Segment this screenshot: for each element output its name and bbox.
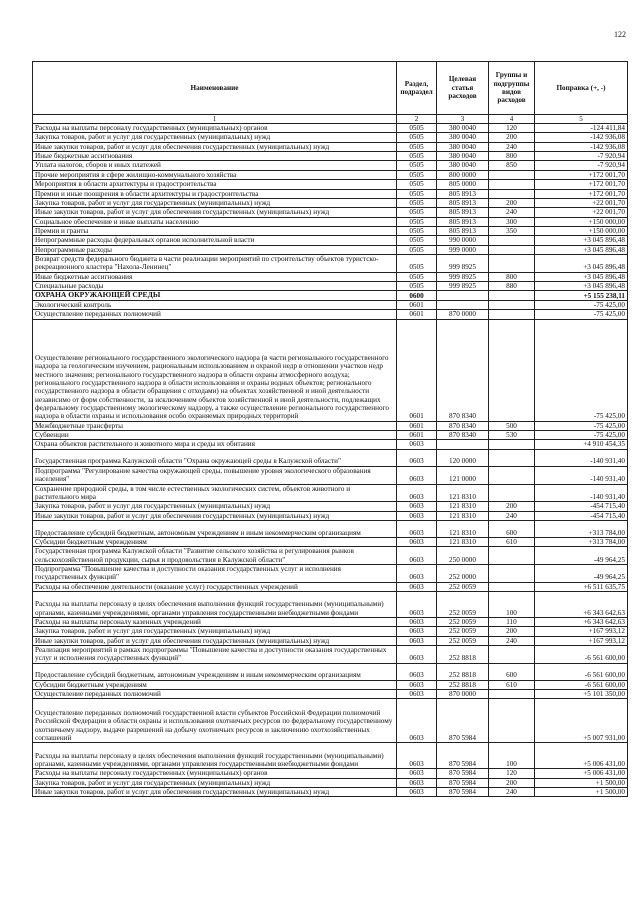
row-amount-cell: -140 931,40 [535, 484, 628, 502]
row-target-cell: 805 0000 [437, 180, 489, 189]
row-target-cell: 870 5984 [437, 699, 489, 743]
row-name-cell: Иные бюджетные ассигнования [33, 272, 397, 281]
table-row [33, 591, 628, 617]
row-group-cell: 120 [489, 769, 535, 778]
table-row [33, 778, 628, 787]
row-group-cell [489, 291, 535, 301]
row-name-cell: Расходы на обеспечение деятельности (оказание услуг) государственных учреждений [33, 582, 397, 591]
table-row [33, 511, 628, 520]
table-row [33, 152, 628, 161]
row-amount-cell: +22 001,70 [535, 208, 628, 217]
row-section-cell: 0603 [397, 547, 437, 565]
row-section-cell: 0505 [397, 272, 437, 281]
row-group-cell: 240 [489, 142, 535, 151]
row-target-cell: 252 0059 [437, 591, 489, 617]
row-target-cell: 380 0040 [437, 142, 489, 151]
row-name-cell: Расходы на выплаты персоналу в целях обеспечения выполнения функций государственными (муниципальными) органами, казенными учреждениями, органами управления государственными внебюджетными фондами [33, 743, 397, 769]
table-row [33, 133, 628, 142]
row-target-cell: 252 0000 [437, 564, 489, 582]
table-row [33, 627, 628, 636]
row-section-cell: 0603 [397, 466, 437, 484]
row-name-cell: Охрана объектов растительного и животного мира и среды их обитания [33, 440, 397, 449]
row-section-cell: 0601 [397, 310, 437, 319]
table-row [33, 217, 628, 226]
row-amount-cell: +3 045 896,48 [535, 236, 628, 245]
row-name-cell: ОХРАНА ОКРУЖАЮЩЕЙ СРЕДЫ [33, 291, 397, 301]
row-group-cell: 350 [489, 226, 535, 235]
row-target-cell: 999 8925 [437, 272, 489, 281]
row-group-cell: 800 [489, 152, 535, 161]
row-amount-cell: -7 920,94 [535, 161, 628, 170]
row-name-cell: Осуществление переданных полномочий государственной власти субъектов Российской Федерации полномочий Российской Федерации в области охраны и использования охотничьих ресурсов по федеральному государственному охотничьему надзору, выдаче разрешений на добычу охотничьих ресурсов и заключению охотхозяйственных соглашений [33, 699, 397, 743]
row-group-cell: 200 [489, 778, 535, 787]
row-target-cell: 870 8340 [437, 319, 489, 421]
row-target-cell: 990 0000 [437, 236, 489, 245]
row-amount-cell: -140 931,40 [535, 466, 628, 484]
table-row [33, 198, 628, 207]
row-amount-cell: -124 411,84 [535, 124, 628, 133]
row-target-cell: 805 8913 [437, 198, 489, 207]
row-target-cell: 800 0000 [437, 170, 489, 179]
table-row [33, 484, 628, 502]
table-row [33, 208, 628, 217]
row-section-cell: 0603 [397, 636, 437, 645]
row-amount-cell: +1 500,00 [535, 788, 628, 797]
column-numbers-row [33, 115, 628, 124]
row-group-cell [489, 449, 535, 466]
row-section-cell: 0601 [397, 421, 437, 430]
row-name-cell: Закупка товаров, работ и услуг для государственных (муниципальных) нужд [33, 778, 397, 787]
row-target-cell: 250 0000 [437, 547, 489, 565]
row-amount-cell: -75 425,00 [535, 319, 628, 421]
row-name-cell: Иные бюджетные ассигнования [33, 152, 397, 161]
row-amount-cell: +150 000,00 [535, 226, 628, 235]
row-section-cell: 0505 [397, 189, 437, 198]
header-section: Раздел, подраздел [397, 62, 437, 115]
row-target-cell [437, 440, 489, 449]
row-section-cell: 0505 [397, 208, 437, 217]
table-row [33, 272, 628, 281]
row-group-cell [489, 547, 535, 565]
row-target-cell: 870 5984 [437, 743, 489, 769]
row-target-cell: 870 8340 [437, 431, 489, 440]
row-section-cell: 0505 [397, 254, 437, 272]
row-amount-cell: +5 155 238,11 [535, 291, 628, 301]
header-amendment: Поправка (+, -) [535, 62, 628, 115]
row-target-cell [437, 301, 489, 310]
row-target-cell: 870 0000 [437, 690, 489, 699]
row-amount-cell: -454 715,40 [535, 502, 628, 511]
row-section-cell: 0603 [397, 564, 437, 582]
row-section-cell: 0603 [397, 769, 437, 778]
row-amount-cell: -49 964,25 [535, 564, 628, 582]
budget-table [32, 61, 628, 797]
header-row [33, 62, 628, 115]
row-amount-cell: +4 910 454,35 [535, 440, 628, 449]
row-group-cell: 240 [489, 788, 535, 797]
row-section-cell: 0505 [397, 217, 437, 226]
row-section-cell: 0505 [397, 226, 437, 235]
table-row [33, 537, 628, 546]
row-section-cell: 0603 [397, 502, 437, 511]
row-group-cell: 240 [489, 636, 535, 645]
row-section-cell: 0603 [397, 582, 437, 591]
row-target-cell: 805 8913 [437, 217, 489, 226]
row-name-cell: Социальное обеспечение и иные выплаты населению [33, 217, 397, 226]
row-target-cell: 999 8925 [437, 254, 489, 272]
row-section-cell: 0603 [397, 537, 437, 546]
row-amount-cell: +172 001,70 [535, 170, 628, 179]
row-name-cell: Закупка товаров, работ и услуг для государственных (муниципальных) нужд [33, 627, 397, 636]
row-group-cell: 240 [489, 511, 535, 520]
row-target-cell: 121 8310 [437, 520, 489, 537]
row-section-cell: 0505 [397, 245, 437, 254]
row-group-cell [489, 189, 535, 198]
row-target-cell: 121 8310 [437, 511, 489, 520]
table-row [33, 617, 628, 626]
row-group-cell: 850 [489, 161, 535, 170]
row-amount-cell: -140 931,40 [535, 449, 628, 466]
row-name-cell: Расходы на выплаты персоналу государственных (муниципальных) органов [33, 769, 397, 778]
table-row [33, 582, 628, 591]
row-group-cell: 600 [489, 520, 535, 537]
row-group-cell [489, 645, 535, 663]
row-name-cell: Прочие мероприятия в сфере жилищно-коммунального хозяйства [33, 170, 397, 179]
table-row [33, 236, 628, 245]
row-group-cell: 610 [489, 537, 535, 546]
table-row [33, 645, 628, 663]
row-name-cell: Иные закупки товаров, работ и услуг для обеспечения государственных (муниципальных) нужд [33, 511, 397, 520]
row-amount-cell: -142 936,08 [535, 133, 628, 142]
row-amount-cell: +22 001,70 [535, 198, 628, 207]
row-target-cell: 380 0040 [437, 124, 489, 133]
row-amount-cell: +5 101 350,00 [535, 690, 628, 699]
table-row [33, 547, 628, 565]
row-amount-cell: -6 561 600,00 [535, 645, 628, 663]
row-target-cell: 805 8913 [437, 226, 489, 235]
row-target-cell: 121 8310 [437, 537, 489, 546]
row-amount-cell: -75 425,00 [535, 431, 628, 440]
row-group-cell: 120 [489, 124, 535, 133]
row-section-cell: 0603 [397, 778, 437, 787]
row-target-cell [437, 291, 489, 301]
row-group-cell: 100 [489, 591, 535, 617]
row-section-cell: 0603 [397, 788, 437, 797]
table-row [33, 663, 628, 680]
row-amount-cell: +6 343 642,63 [535, 591, 628, 617]
row-name-cell: Экологический контроль [33, 301, 397, 310]
row-section-cell: 0603 [397, 520, 437, 537]
row-name-cell: Иные закупки товаров, работ и услуг для обеспечения государственных (муниципальных) нужд [33, 636, 397, 645]
row-target-cell: 252 0059 [437, 582, 489, 591]
row-target-cell: 870 8340 [437, 421, 489, 430]
row-section-cell: 0603 [397, 484, 437, 502]
row-name-cell: Премии и иные поощрения в области архитектуры и градостроительства [33, 189, 397, 198]
row-group-cell: 500 [489, 421, 535, 430]
row-group-cell [489, 564, 535, 582]
row-target-cell: 870 5984 [437, 769, 489, 778]
row-amount-cell: -75 425,00 [535, 310, 628, 319]
row-name-cell: Подпрограмма "Повышение качества и доступности оказания государственных услуг и исполнения государственных функций" [33, 564, 397, 582]
row-target-cell: 870 5984 [437, 788, 489, 797]
row-amount-cell: +3 045 896,48 [535, 245, 628, 254]
column-number: 4 [489, 115, 535, 124]
row-amount-cell: +5 007 931,00 [535, 699, 628, 743]
row-section-cell: 0600 [397, 291, 437, 301]
row-name-cell: Расходы на выплаты персоналу казенных учреждений [33, 617, 397, 626]
row-group-cell [489, 466, 535, 484]
table-row [33, 142, 628, 151]
row-target-cell: 121 0000 [437, 466, 489, 484]
row-group-cell: 100 [489, 743, 535, 769]
row-name-cell: Государственная программа Калужской области "Развитие сельского хозяйства и регулирования рынков сельскохозяйственной продукции, сырья и продовольствия в Калужской области" [33, 547, 397, 565]
row-name-cell: Закупка товаров, работ и услуг для государственных (муниципальных) нужд [33, 133, 397, 142]
row-target-cell: 870 0000 [437, 310, 489, 319]
header-name: Наименование [33, 62, 397, 115]
row-target-cell: 999 0000 [437, 245, 489, 254]
header-group: Группы и подгруппы видов расходов [489, 62, 535, 115]
row-amount-cell: +313 784,00 [535, 520, 628, 537]
table-row [33, 226, 628, 235]
row-section-cell: 0603 [397, 699, 437, 743]
row-section-cell: 0601 [397, 431, 437, 440]
row-amount-cell: -75 425,00 [535, 421, 628, 430]
row-group-cell [489, 440, 535, 449]
row-group-cell [489, 180, 535, 189]
row-name-cell: Межбюджетные трансферты [33, 421, 397, 430]
row-group-cell: 300 [489, 217, 535, 226]
row-group-cell: 200 [489, 133, 535, 142]
table-row [33, 690, 628, 699]
row-target-cell: 252 8818 [437, 663, 489, 680]
row-amount-cell: +172 001,70 [535, 189, 628, 198]
row-name-cell: Уплата налогов, сборов и иных платежей [33, 161, 397, 170]
row-group-cell: 610 [489, 680, 535, 689]
table-row [33, 245, 628, 254]
page-number: 122 [614, 30, 626, 39]
row-group-cell [489, 301, 535, 310]
row-section-cell: 0601 [397, 301, 437, 310]
row-group-cell [489, 690, 535, 699]
row-name-cell: Осуществление переданных полномочий [33, 690, 397, 699]
column-number: 1 [33, 115, 397, 124]
row-name-cell: Осуществление переданных полномочий [33, 310, 397, 319]
table-row [33, 636, 628, 645]
row-amount-cell: -6 561 600,00 [535, 663, 628, 680]
row-name-cell: Расходы на выплаты персоналу государственных (муниципальных) органов [33, 124, 397, 133]
table-row [33, 170, 628, 179]
row-section-cell: 0505 [397, 142, 437, 151]
row-name-cell: Иные закупки товаров, работ и услуг для обеспечения государственных (муниципальных) нужд [33, 208, 397, 217]
row-section-cell: 0505 [397, 180, 437, 189]
row-target-cell: 380 0040 [437, 161, 489, 170]
row-amount-cell: +3 045 896,48 [535, 281, 628, 290]
table-row [33, 180, 628, 189]
row-amount-cell: +3 045 896,48 [535, 254, 628, 272]
row-name-cell: Непрограммные расходы федеральных органов исполнительной власти [33, 236, 397, 245]
row-amount-cell: -49 964,25 [535, 547, 628, 565]
row-section-cell: 0505 [397, 236, 437, 245]
row-name-cell: Осуществление регионального государственного экологического надзора (в части регионального государственного надзора за геологическим изучением, рациональным использованием и охраной недр в отношении участков недр местного значения; регионального государственного надзора в области охраны атмосферного воздуха; регионального государственного надзора в области использования и охраны водных объектов; регионального государственного надзора в области обращения с отходами) на объектах хозяйственной и иной деятельности независимо от форм собственности, за исключением объектов хозяйственной и иной деятельности, подлежащих федеральному государственному экологическому надзору, а также осуществление регионального государственного надзора в области охраны и использования особо охраняемых природных территорий [33, 319, 397, 421]
row-name-cell: Расходы на выплаты персоналу в целях обеспечения выполнения функций государственными (муниципальными) органами, казенными учреждениями, органами управления государственными внебюджетными фондами [33, 591, 397, 617]
row-amount-cell: +167 993,12 [535, 636, 628, 645]
table-row [33, 699, 628, 743]
row-group-cell [489, 582, 535, 591]
row-name-cell: Субвенции [33, 431, 397, 440]
row-name-cell: Подпрограмма "Регулирование качества окружающей среды, повышение уровня экологического образования населения" [33, 466, 397, 484]
row-group-cell [489, 170, 535, 179]
table-row [33, 680, 628, 689]
table-row [33, 466, 628, 484]
row-target-cell: 805 8913 [437, 189, 489, 198]
row-group-cell [489, 699, 535, 743]
row-name-cell: Государственная программа Калужской области "Охрана окружающей среды в Калужской области" [33, 449, 397, 466]
table-row [33, 743, 628, 769]
row-name-cell: Возврат средств федерального бюджета в части реализации мероприятий по строительству объектов туристско-рекреационного кластера "Нахола-Ленинец" [33, 254, 397, 272]
row-amount-cell: -454 715,40 [535, 511, 628, 520]
row-target-cell: 121 8310 [437, 484, 489, 502]
header-target: Целевая статья расходов [437, 62, 489, 115]
row-group-cell [489, 310, 535, 319]
row-group-cell [489, 484, 535, 502]
row-amount-cell: +3 045 896,48 [535, 272, 628, 281]
row-section-cell: 0603 [397, 645, 437, 663]
row-section-cell: 0505 [397, 152, 437, 161]
row-group-cell: 200 [489, 627, 535, 636]
row-group-cell [489, 254, 535, 272]
row-section-cell: 0505 [397, 281, 437, 290]
table-row [33, 161, 628, 170]
table-row [33, 319, 628, 421]
row-target-cell: 380 0040 [437, 152, 489, 161]
row-name-cell: Закупка товаров, работ и услуг для государственных (муниципальных) нужд [33, 198, 397, 207]
row-amount-cell: +1 500,00 [535, 778, 628, 787]
table-row [33, 421, 628, 430]
row-target-cell: 805 8913 [437, 208, 489, 217]
row-group-cell: 530 [489, 431, 535, 440]
row-section-cell: 0603 [397, 591, 437, 617]
table-row [33, 788, 628, 797]
row-section-cell: 0601 [397, 319, 437, 421]
row-amount-cell: +5 006 431,00 [535, 769, 628, 778]
row-amount-cell: -7 920,94 [535, 152, 628, 161]
row-section-cell: 0505 [397, 170, 437, 179]
row-name-cell: Иные закупки товаров, работ и услуг для обеспечения государственных (муниципальных) нужд [33, 788, 397, 797]
row-name-cell: Субсидии бюджетным учреждениям [33, 680, 397, 689]
row-amount-cell: -75 425,00 [535, 301, 628, 310]
table-row [33, 254, 628, 272]
row-target-cell: 999 8925 [437, 281, 489, 290]
row-name-cell: Мероприятия в области архитектуры и градостроительства [33, 180, 397, 189]
column-number: 5 [535, 115, 628, 124]
row-group-cell: 880 [489, 281, 535, 290]
row-amount-cell: -6 561 600,00 [535, 680, 628, 689]
row-group-cell: 600 [489, 663, 535, 680]
column-number: 2 [397, 115, 437, 124]
table-row [33, 310, 628, 319]
row-amount-cell: +150 000,00 [535, 217, 628, 226]
row-section-cell: 0603 [397, 743, 437, 769]
row-group-cell: 800 [489, 272, 535, 281]
row-group-cell: 240 [489, 208, 535, 217]
row-section-cell: 0603 [397, 617, 437, 626]
row-target-cell: 870 5984 [437, 778, 489, 787]
column-number: 3 [437, 115, 489, 124]
row-amount-cell: +313 784,00 [535, 537, 628, 546]
table-row [33, 431, 628, 440]
row-name-cell: Специальные расходы [33, 281, 397, 290]
row-name-cell: Предоставление субсидий бюджетным, автономным учреждениям и иным некоммерческим организациям [33, 520, 397, 537]
row-group-cell [489, 236, 535, 245]
row-target-cell: 252 0059 [437, 636, 489, 645]
row-amount-cell: +6 343 642,63 [535, 617, 628, 626]
row-section-cell: 0505 [397, 161, 437, 170]
table-row [33, 502, 628, 511]
row-section-cell: 0603 [397, 680, 437, 689]
row-section-cell: 0603 [397, 511, 437, 520]
row-name-cell: Иные закупки товаров, работ и услуг для обеспечения государственных (муниципальных) нужд [33, 142, 397, 151]
table-row [33, 564, 628, 582]
row-target-cell: 121 8310 [437, 502, 489, 511]
table-row [33, 189, 628, 198]
row-amount-cell: -142 936,08 [535, 142, 628, 151]
table-row [33, 520, 628, 537]
table-row [33, 301, 628, 310]
row-target-cell: 380 0040 [437, 133, 489, 142]
row-name-cell: Премии и гранты [33, 226, 397, 235]
row-amount-cell: +172 001,70 [535, 180, 628, 189]
row-name-cell: Реализация мероприятий в рамках подпрограммы "Повышение качества и доступности оказания государственных услуг и исполнения государственных функций" [33, 645, 397, 663]
row-section-cell: 0603 [397, 690, 437, 699]
row-amount-cell: +5 006 431,00 [535, 743, 628, 769]
table-row [33, 449, 628, 466]
row-section-cell: 0603 [397, 627, 437, 636]
table-row [33, 291, 628, 301]
row-target-cell: 120 0000 [437, 449, 489, 466]
row-amount-cell: +167 993,12 [535, 627, 628, 636]
row-group-cell [489, 245, 535, 254]
row-group-cell: 200 [489, 502, 535, 511]
row-section-cell: 0505 [397, 133, 437, 142]
row-name-cell: Закупка товаров, работ и услуг для государственных (муниципальных) нужд [33, 502, 397, 511]
row-section-cell: 0603 [397, 449, 437, 466]
table-row [33, 769, 628, 778]
row-target-cell: 252 8818 [437, 680, 489, 689]
row-name-cell: Сохранение природной среды, в том числе естественных экологических систем, объектов животного и растительного мира [33, 484, 397, 502]
row-target-cell: 252 8818 [437, 645, 489, 663]
row-target-cell: 252 0059 [437, 617, 489, 626]
table-row [33, 440, 628, 449]
row-section-cell: 0505 [397, 124, 437, 133]
row-section-cell: 0505 [397, 198, 437, 207]
row-amount-cell: +6 511 635,75 [535, 582, 628, 591]
row-group-cell: 200 [489, 198, 535, 207]
row-group-cell: 110 [489, 617, 535, 626]
row-section-cell: 0603 [397, 440, 437, 449]
row-name-cell: Предоставление субсидий бюджетным, автономным учреждениям и иным некоммерческим организациям [33, 663, 397, 680]
row-group-cell [489, 319, 535, 421]
row-name-cell: Субсидии бюджетным учреждениям [33, 537, 397, 546]
row-name-cell: Непрограммные расходы [33, 245, 397, 254]
row-section-cell: 0603 [397, 663, 437, 680]
table-row [33, 124, 628, 133]
row-target-cell: 252 0059 [437, 627, 489, 636]
